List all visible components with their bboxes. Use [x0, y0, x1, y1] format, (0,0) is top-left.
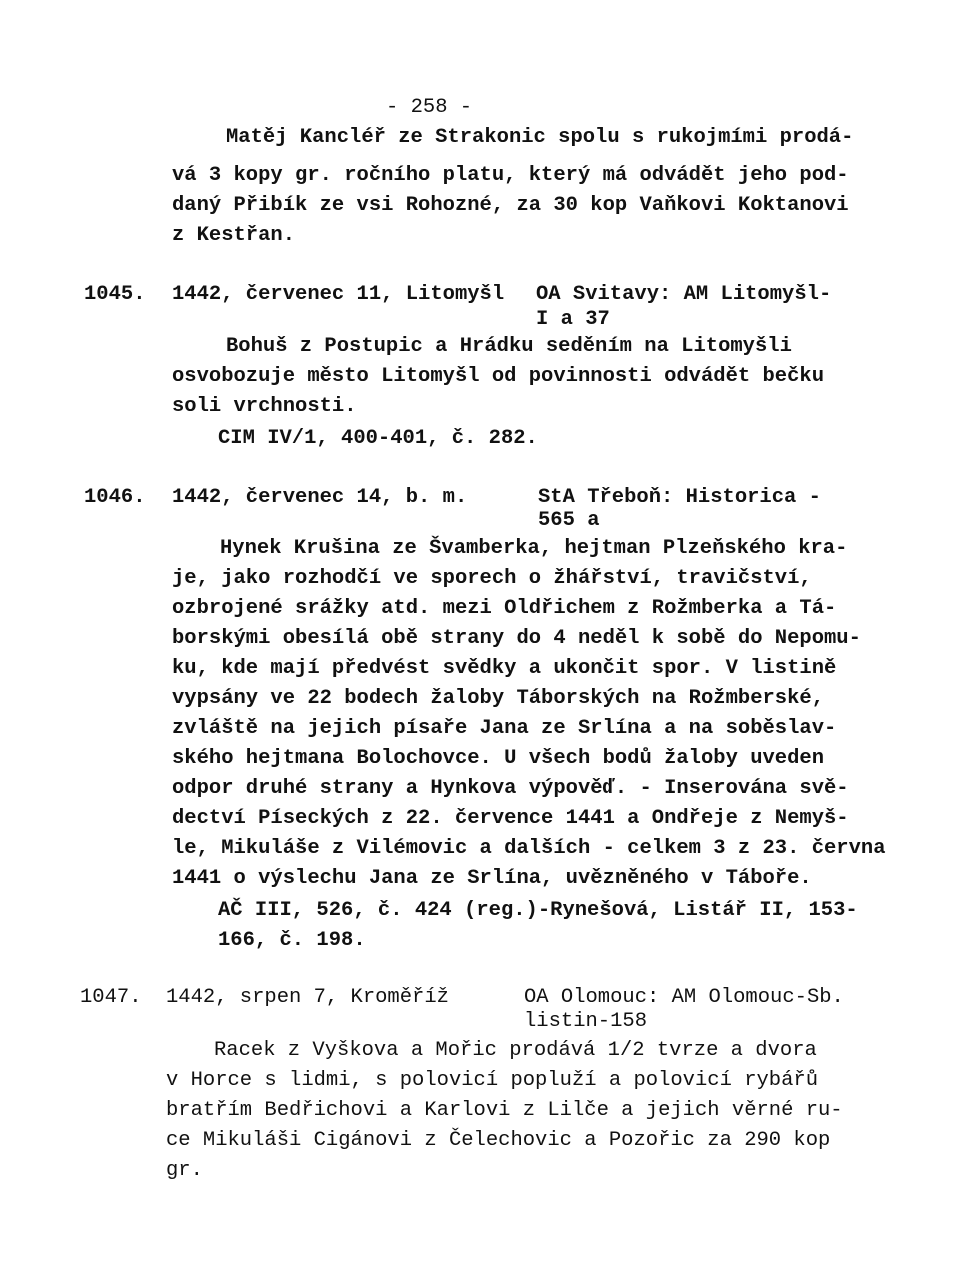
text-line: ce Mikuláši Cigánovi z Čelechovic a Pozořic za 290 kop — [166, 1129, 831, 1152]
entry-archive: OA Svitavy: AM Litomyšl- — [536, 283, 832, 306]
text-line: v Horce s lidmi, s polovicí popluží a polovicí rybářů — [166, 1069, 819, 1092]
entry-reference: CIM IV/1, 400-401, č. 282. — [218, 427, 538, 450]
entry-number: 1046. — [84, 486, 146, 509]
entry-archive: 565 a — [538, 509, 600, 532]
text-line: dectví Píseckých z 22. července 1441 a Ondřeje z Nemyš- — [172, 807, 849, 830]
text-line: ozbrojené srážky atd. mezi Oldřichem z Rožmberka a Tá- — [172, 597, 837, 620]
entry-date-place: 1442, červenec 14, b. m. — [172, 486, 468, 509]
text-line: osvobozuje město Litomyšl od povinnosti odvádět bečku — [172, 365, 825, 388]
text-line: le, Mikuláše z Vilémovic a dalších - celkem 3 z 23. června — [172, 837, 886, 860]
text-line: ku, kde mají předvést svědky a ukončit spor. V listině — [172, 657, 837, 680]
entry-date-place: 1442, srpen 7, Kroměříž — [166, 986, 449, 1009]
text-line: bratřím Bedřichovi a Karlovi z Lilče a jejich věrné ru- — [166, 1099, 843, 1122]
entry-date-place: 1442, červenec 11, Litomyšl — [172, 283, 505, 306]
text-line: gr. — [166, 1159, 203, 1182]
entry-reference: AČ III, 526, č. 424 (reg.)-Rynešová, Listář II, 153- — [218, 899, 858, 922]
entry-number: 1047. — [80, 986, 142, 1009]
entry-archive: listin-158 — [524, 1010, 648, 1033]
entry-number: 1045. — [84, 283, 146, 306]
text-line: 1441 o výslechu Jana ze Srlína, uvězněného v Táboře. — [172, 867, 812, 890]
text-line: Racek z Vyškova a Mořic prodává 1/2 tvrze a dvora — [214, 1039, 817, 1062]
text-line: borskými obesílá obě strany do 4 neděl k sobě do Nepomu- — [172, 627, 861, 650]
text-line: vypsány ve 22 bodech žaloby Táborských na Rožmberské, — [172, 687, 825, 710]
entry-archive: I a 37 — [536, 308, 610, 331]
text-line: Hynek Krušina ze Švamberka, hejtman Plzeňského kra- — [220, 537, 848, 560]
entry-archive: StA Třeboň: Historica - — [538, 486, 821, 509]
text-line: ského hejtmana Bolochovce. U všech bodů žaloby uveden — [172, 747, 825, 770]
text-line: vá 3 kopy gr. ročního platu, který má odvádět jeho pod- — [172, 164, 849, 187]
text-line: z Kestřan. — [172, 224, 296, 247]
page-number: - 258 - — [386, 96, 473, 119]
entry-archive: OA Olomouc: AM Olomouc-Sb. — [524, 986, 844, 1009]
text-line: soli vrchnosti. — [172, 395, 357, 418]
text-line: Bohuš z Postupic a Hrádku seděním na Litomyšli — [226, 335, 792, 358]
text-line: odpor druhé strany a Hynkova výpověď. - Inserována svě- — [172, 777, 849, 800]
text-line: daný Přibík ze vsi Rohozné, za 30 kop Vaňkovi Koktanovi — [172, 194, 849, 217]
text-line: zvláště na jejich písaře Jana ze Srlína a na soběslav- — [172, 717, 837, 740]
text-line: Matěj Kancléř ze Strakonic spolu s rukojmími prodá- — [226, 126, 854, 149]
text-line: je, jako rozhodčí ve sporech o žhářství, travičství, — [172, 567, 812, 590]
entry-reference: 166, č. 198. — [218, 929, 366, 952]
